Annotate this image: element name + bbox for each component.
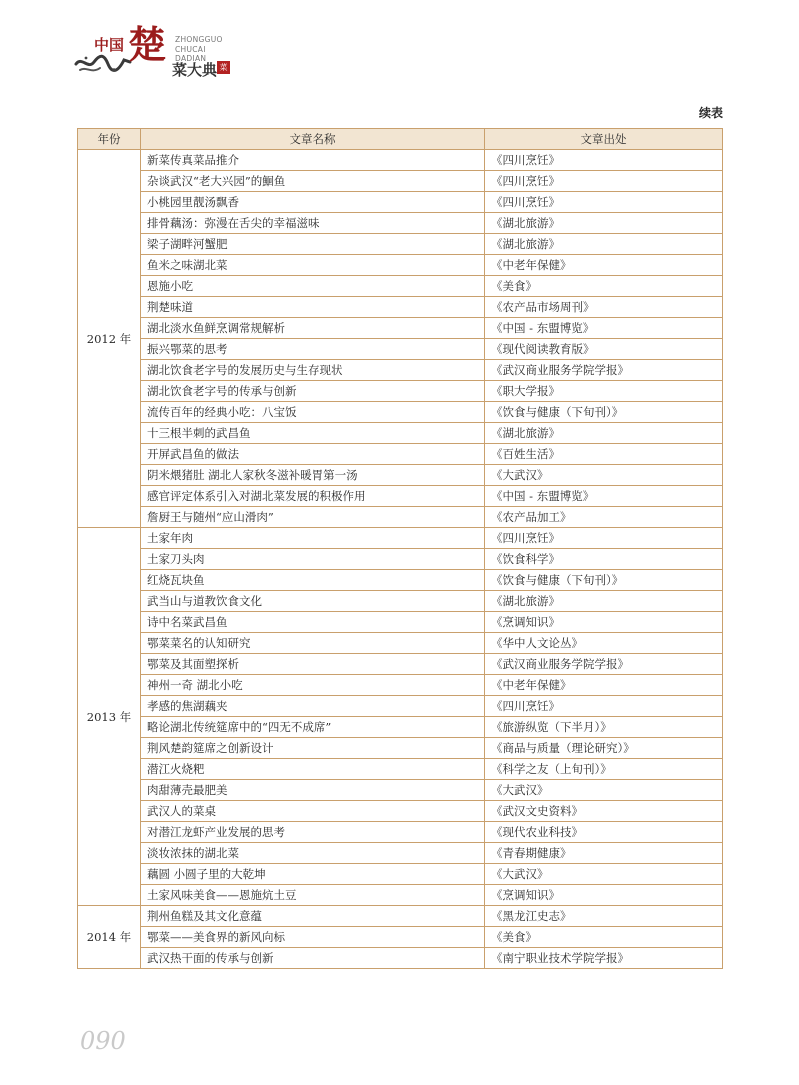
table-row bbox=[78, 486, 723, 507]
table-row bbox=[78, 150, 723, 171]
article-source-cell: 《饮食与健康（下旬刊）》 bbox=[485, 402, 723, 423]
article-title-cell: 新菜传真菜品推介 bbox=[141, 150, 485, 171]
article-source-cell: 《商品与质量（理论研究）》 bbox=[485, 738, 723, 759]
table-row bbox=[78, 948, 723, 969]
table-row bbox=[78, 654, 723, 675]
article-source-cell: 《南宁职业技术学院学报》 bbox=[485, 948, 723, 969]
article-title-cell: 詹厨王与随州“应山滑肉” bbox=[141, 507, 485, 528]
table-row bbox=[78, 591, 723, 612]
article-source-cell: 《四川烹饪》 bbox=[485, 171, 723, 192]
table-row bbox=[78, 234, 723, 255]
table-row bbox=[78, 570, 723, 591]
article-title-cell: 小桃园里靓汤飘香 bbox=[141, 192, 485, 213]
year-cell: 2012 年 bbox=[78, 150, 141, 528]
article-title-cell: 开屏武昌鱼的做法 bbox=[141, 444, 485, 465]
article-source-cell: 《现代农业科技》 bbox=[485, 822, 723, 843]
article-title-cell: 流传百年的经典小吃：八宝饭 bbox=[141, 402, 485, 423]
article-source-cell: 《百姓生活》 bbox=[485, 444, 723, 465]
table-row bbox=[78, 696, 723, 717]
book-logo bbox=[74, 22, 234, 90]
article-source-cell: 《农产品加工》 bbox=[485, 507, 723, 528]
article-source-cell: 《大武汉》 bbox=[485, 780, 723, 801]
article-title-cell: 荆州鱼糕及其文化意蕴 bbox=[141, 906, 485, 927]
table-continued-label: 续表 bbox=[698, 106, 723, 120]
table-row bbox=[78, 927, 723, 948]
article-title-cell: 湖北饮食老字号的发展历史与生存现状 bbox=[141, 360, 485, 381]
column-header-source: 文章出处 bbox=[485, 129, 723, 150]
logo-seal: 菜 bbox=[217, 61, 230, 74]
article-source-cell: 《四川烹饪》 bbox=[485, 150, 723, 171]
article-source-cell: 《武汉商业服务学院学报》 bbox=[485, 654, 723, 675]
table-row bbox=[78, 381, 723, 402]
table-row bbox=[78, 843, 723, 864]
article-source-cell: 《中老年保健》 bbox=[485, 255, 723, 276]
article-title-cell: 恩施小吃 bbox=[141, 276, 485, 297]
table-row bbox=[78, 717, 723, 738]
article-title-cell: 鄂菜及其面塑探析 bbox=[141, 654, 485, 675]
year-cell: 2013 年 bbox=[78, 528, 141, 906]
table-header-row bbox=[78, 129, 723, 150]
article-title-cell: 土家刀头肉 bbox=[141, 549, 485, 570]
article-title-cell: 土家年肉 bbox=[141, 528, 485, 549]
table-row bbox=[78, 444, 723, 465]
article-title-cell: 土家风味美食——恩施炕土豆 bbox=[141, 885, 485, 906]
article-title-cell: 湖北淡水鱼鲜烹调常规解析 bbox=[141, 318, 485, 339]
article-source-cell: 《农产品市场周刊》 bbox=[485, 297, 723, 318]
article-title-cell: 荆楚味道 bbox=[141, 297, 485, 318]
table-row bbox=[78, 402, 723, 423]
article-title-cell: 梁子湖畔河蟹肥 bbox=[141, 234, 485, 255]
article-source-cell: 《湖北旅游》 bbox=[485, 423, 723, 444]
article-source-cell: 《科学之友（上旬刊）》 bbox=[485, 759, 723, 780]
article-title-cell: 荆风楚韵筵席之创新设计 bbox=[141, 738, 485, 759]
page-number: 090 bbox=[80, 1027, 126, 1055]
table-row bbox=[78, 213, 723, 234]
column-header-year: 年份 bbox=[78, 129, 141, 150]
article-title-cell: 红烧瓦块鱼 bbox=[141, 570, 485, 591]
article-source-cell: 《旅游纵览（下半月）》 bbox=[485, 717, 723, 738]
article-source-cell: 《华中人文论丛》 bbox=[485, 633, 723, 654]
article-source-cell: 《中国 - 东盟博览》 bbox=[485, 486, 723, 507]
article-source-cell: 《湖北旅游》 bbox=[485, 591, 723, 612]
table-row bbox=[78, 822, 723, 843]
article-source-cell: 《大武汉》 bbox=[485, 864, 723, 885]
article-source-cell: 《美食》 bbox=[485, 927, 723, 948]
logo-small-text: 中国 bbox=[94, 36, 125, 54]
article-source-cell: 《四川烹饪》 bbox=[485, 528, 723, 549]
article-title-cell: 湖北饮食老字号的传承与创新 bbox=[141, 381, 485, 402]
articles-table bbox=[77, 128, 723, 969]
table-row bbox=[78, 318, 723, 339]
column-header-title: 文章名称 bbox=[141, 129, 485, 150]
table-row bbox=[78, 276, 723, 297]
table-row bbox=[78, 528, 723, 549]
article-source-cell: 《大武汉》 bbox=[485, 465, 723, 486]
article-source-cell: 《中老年保健》 bbox=[485, 675, 723, 696]
year-cell: 2014 年 bbox=[78, 906, 141, 969]
article-title-cell: 潜江火烧粑 bbox=[141, 759, 485, 780]
article-source-cell: 《烹调知识》 bbox=[485, 612, 723, 633]
article-source-cell: 《湖北旅游》 bbox=[485, 213, 723, 234]
table-row bbox=[78, 192, 723, 213]
article-source-cell: 《武汉商业服务学院学报》 bbox=[485, 360, 723, 381]
table-row bbox=[78, 801, 723, 822]
article-title-cell: 阴米煨猪肚 湖北人家秋冬滋补暖胃第一汤 bbox=[141, 465, 485, 486]
article-source-cell: 《烹调知识》 bbox=[485, 885, 723, 906]
article-source-cell: 《湖北旅游》 bbox=[485, 234, 723, 255]
table-row bbox=[78, 759, 723, 780]
article-title-cell: 淡妆浓抹的湖北菜 bbox=[141, 843, 485, 864]
article-source-cell: 《现代阅读教育版》 bbox=[485, 339, 723, 360]
article-title-cell: 鄂菜菜名的认知研究 bbox=[141, 633, 485, 654]
table-row bbox=[78, 360, 723, 381]
table-row bbox=[78, 612, 723, 633]
article-title-cell: 武汉热干面的传承与创新 bbox=[141, 948, 485, 969]
article-title-cell: 十三根半刺的武昌鱼 bbox=[141, 423, 485, 444]
table-row bbox=[78, 465, 723, 486]
article-title-cell: 振兴鄂菜的思考 bbox=[141, 339, 485, 360]
table-row bbox=[78, 738, 723, 759]
article-title-cell: 对潜江龙虾产业发展的思考 bbox=[141, 822, 485, 843]
article-title-cell: 肉甜薄壳最肥美 bbox=[141, 780, 485, 801]
table-row bbox=[78, 780, 723, 801]
table-row bbox=[78, 675, 723, 696]
logo-english-line2: CHUCAI DADIAN bbox=[175, 45, 207, 63]
article-source-cell: 《职大学报》 bbox=[485, 381, 723, 402]
table-row bbox=[78, 171, 723, 192]
table-row bbox=[78, 885, 723, 906]
table-row bbox=[78, 549, 723, 570]
logo-subtitle: 菜大典 bbox=[172, 61, 218, 79]
article-title-cell: 诗中名菜武昌鱼 bbox=[141, 612, 485, 633]
logo-english-line1: ZHONGGUO bbox=[175, 35, 223, 44]
article-title-cell: 神州一奇 湖北小吃 bbox=[141, 675, 485, 696]
article-title-cell: 武汉人的菜桌 bbox=[141, 801, 485, 822]
article-title-cell: 鄂菜——美食界的新风向标 bbox=[141, 927, 485, 948]
article-title-cell: 鱼米之味湖北菜 bbox=[141, 255, 485, 276]
article-source-cell: 《武汉文史资料》 bbox=[485, 801, 723, 822]
table-row bbox=[78, 906, 723, 927]
article-title-cell: 武当山与道教饮食文化 bbox=[141, 591, 485, 612]
article-title-cell: 杂谈武汉“老大兴园”的鮰鱼 bbox=[141, 171, 485, 192]
article-source-cell: 《中国 - 东盟博览》 bbox=[485, 318, 723, 339]
table-body bbox=[78, 150, 723, 969]
table-row bbox=[78, 864, 723, 885]
table-row bbox=[78, 255, 723, 276]
article-source-cell: 《黑龙江史志》 bbox=[485, 906, 723, 927]
article-source-cell: 《四川烹饪》 bbox=[485, 696, 723, 717]
article-source-cell: 《美食》 bbox=[485, 276, 723, 297]
article-title-cell: 孝感的焦湖藕夹 bbox=[141, 696, 485, 717]
table-row bbox=[78, 297, 723, 318]
article-source-cell: 《饮食科学》 bbox=[485, 549, 723, 570]
article-title-cell: 感官评定体系引入对湖北菜发展的积极作用 bbox=[141, 486, 485, 507]
article-title-cell: 藕圆 小圆子里的大乾坤 bbox=[141, 864, 485, 885]
logo-big-character: 楚 bbox=[128, 22, 167, 67]
article-title-cell: 排骨藕汤：弥漫在舌尖的幸福滋味 bbox=[141, 213, 485, 234]
table-row bbox=[78, 339, 723, 360]
article-source-cell: 《四川烹饪》 bbox=[485, 192, 723, 213]
table-row bbox=[78, 423, 723, 444]
table-row bbox=[78, 633, 723, 654]
article-source-cell: 《青春期健康》 bbox=[485, 843, 723, 864]
article-title-cell: 略论湖北传统筵席中的“四无不成席” bbox=[141, 717, 485, 738]
table-row bbox=[78, 507, 723, 528]
article-source-cell: 《饮食与健康（下旬刊）》 bbox=[485, 570, 723, 591]
